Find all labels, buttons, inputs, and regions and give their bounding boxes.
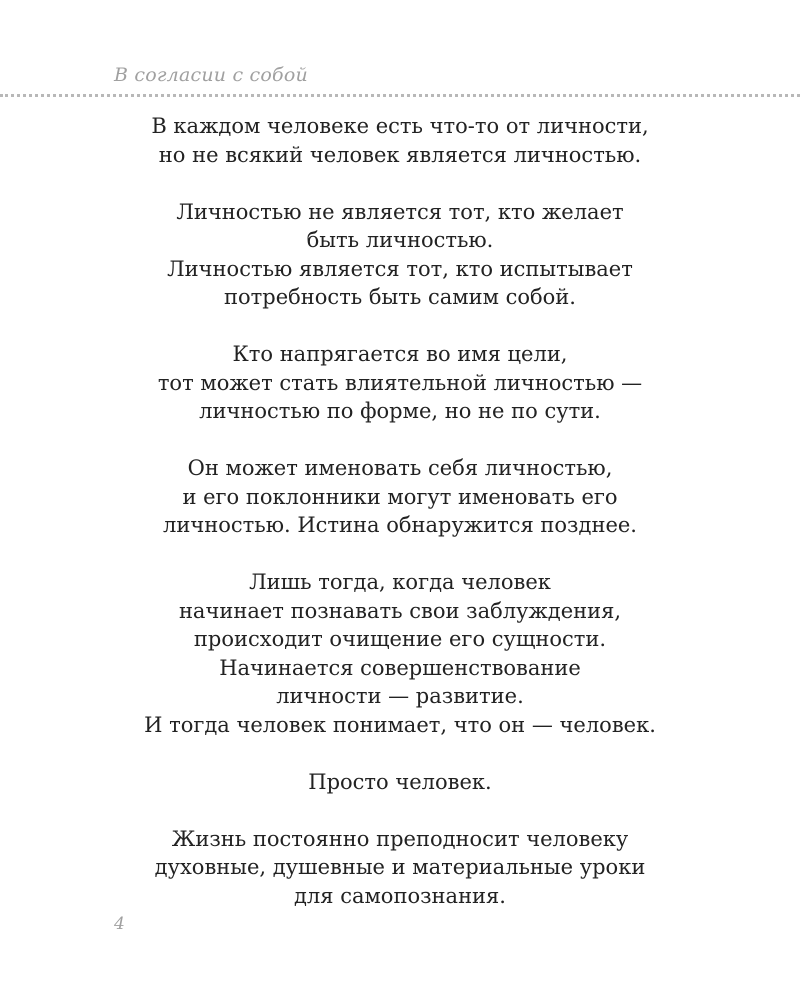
verse-line: личностью по форме, но не по сути. — [199, 399, 601, 423]
verse-line: Личностью не является тот, кто желает — [176, 199, 624, 224]
verse-line: Личностью является тот, кто испытывает — [167, 256, 633, 281]
verse-line: Начинается совершенствование — [219, 655, 581, 680]
verse-line: личности — развитие. — [276, 684, 524, 708]
stanza — [0, 198, 800, 312]
stanza — [0, 454, 800, 540]
verse-line: Он может именовать себя личностью, — [187, 456, 613, 480]
verse-line: тот может стать влиятельной личностью — — [157, 370, 643, 395]
verse-line: Кто напрягается во имя цели, — [232, 342, 568, 366]
verse-line: для самопознания. — [294, 883, 506, 908]
verse-line: духовные, душевные и материальные уроки — [154, 855, 646, 879]
page-number: 4 — [114, 914, 125, 934]
verse-line: Просто человек. — [308, 769, 492, 794]
stanza — [0, 825, 800, 911]
verse-line: потребность быть самим собой. — [224, 285, 576, 309]
verse-line: И тогда человек понимает, что он — человек. — [144, 712, 656, 737]
dotted-divider — [0, 94, 800, 97]
stanza — [0, 112, 800, 169]
verse-line: личностью. Истина обнаружится позднее. — [163, 513, 637, 537]
verse-line: Жизнь постоянно преподносит человеку — [171, 826, 629, 851]
stanza — [0, 340, 800, 426]
verse-line: быть личностью. — [306, 228, 494, 252]
verse-line: начинает познавать свои заблуждения, — [178, 598, 622, 623]
stanza — [0, 568, 800, 739]
verse-line: и его поклонники могут именовать его — [182, 484, 618, 509]
verse-line: Лишь тогда, когда человек — [249, 570, 551, 594]
verse-line: но не всякий человек является личностью. — [158, 142, 642, 167]
stanza — [0, 768, 800, 797]
verse-line: происходит очищение его сущности. — [193, 627, 607, 651]
running-head: В согласии с собой — [114, 64, 308, 86]
poem-body — [0, 112, 800, 939]
verse-line: В каждом человеке есть что-то от личности, — [151, 114, 649, 138]
